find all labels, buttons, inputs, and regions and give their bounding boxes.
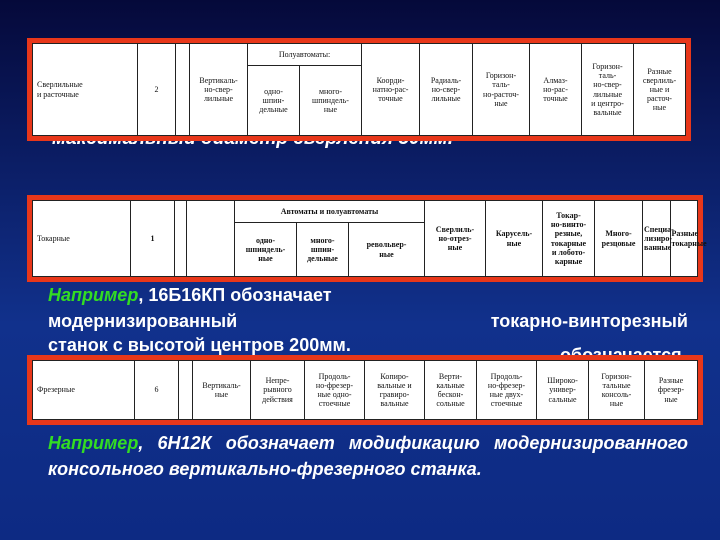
table1-group-header: Полуавтоматы:: [248, 44, 362, 66]
table2-cell: Разные токарные: [670, 201, 698, 277]
table1-row-label: Сверлильные и расточные: [33, 44, 138, 136]
table-turning: [27, 195, 707, 282]
table1-subcell: много- шпиндель- ные: [300, 66, 362, 136]
table2-cell: Сверлиль- но-отрез- ные: [425, 201, 486, 277]
table3-cell: Вертикаль- ные: [193, 361, 251, 420]
table-milling: [27, 355, 703, 425]
table2-group-header: Автоматы и полуавтоматы: [235, 201, 425, 223]
bg-text-example-1: [48, 284, 688, 306]
table2-cell: Карусель- ные: [486, 201, 543, 277]
table3-cell: Продоль- но-фрезер- ные одно- стоечные: [305, 361, 365, 420]
table1-group-number: 2: [138, 44, 176, 136]
table2-cell: Специа- лизиро- ванные: [643, 201, 671, 277]
table3-cell: Непре- рывного действия: [251, 361, 305, 420]
table2-row-label: Токарные: [33, 201, 131, 277]
table3-group-number: 6: [135, 361, 179, 420]
example-word: Например: [48, 433, 139, 453]
table3-cell: Горизон- тальные консоль- ные: [589, 361, 645, 420]
table2-empty-cell: [187, 201, 235, 277]
table2-empty-cell: [175, 201, 187, 277]
table3-cell: Продоль- но-фрезер- ные двух- стоечные: [477, 361, 537, 420]
table1-subcell: одно- шпин- дельные: [248, 66, 300, 136]
table1-cell: Разные сверлиль- ные и расточ- ные: [634, 44, 686, 136]
table3-cell: Разные фрезер- ные: [645, 361, 698, 420]
table2-subcell: одно- шпиндель- ные: [235, 223, 297, 277]
table1-cell: Горизон- таль- но-свер- лильные и центро- вальные: [582, 44, 634, 136]
table2-cell: Токар- но-винто- резные, токарные и лобото- карные: [543, 201, 595, 277]
table1-cell: Алмаз- но-рас- точные: [530, 44, 582, 136]
table1-cell: Коорди- натно-рас- точные: [362, 44, 420, 136]
table-drilling: [27, 38, 691, 141]
table3-cell: Широко- универ- сальные: [537, 361, 589, 420]
bg-text-line4: станок с высотой центров 200мм.: [48, 335, 351, 355]
table3-row-label: Фрезерные: [33, 361, 135, 420]
table2-subcell: много- шпин- дельные: [297, 223, 349, 277]
table1-empty-cell: [176, 44, 190, 136]
table3-empty-cell: [179, 361, 193, 420]
table1-cell: Горизон- таль- но-расточ- ные: [473, 44, 530, 136]
table2-cell: Много- резцовые: [595, 201, 643, 277]
example-paragraph: [48, 430, 688, 482]
table1-cell: Вертикаль- но-свер- лильные: [190, 44, 248, 136]
example-rest: , 6Н12К обозначает модификацию модернизированного консольного вертикально-фрезерного станка.: [48, 433, 688, 479]
bg-example-rest: , 16Б16КП обозначает: [138, 285, 332, 305]
table2-subcell: револьвер- ные: [349, 223, 425, 277]
table3-cell: Верти- кальные бескон- сольные: [425, 361, 477, 420]
bg-example-word: Например: [48, 285, 139, 305]
table2-group-number: 1: [131, 201, 175, 277]
table3-cell: Копиро- вальные и гравиро- вальные: [365, 361, 425, 420]
bg-text-line3: модернизированный токарно-винторезный: [48, 311, 688, 331]
table1-cell: Радиаль- но-свер- лильные: [420, 44, 473, 136]
